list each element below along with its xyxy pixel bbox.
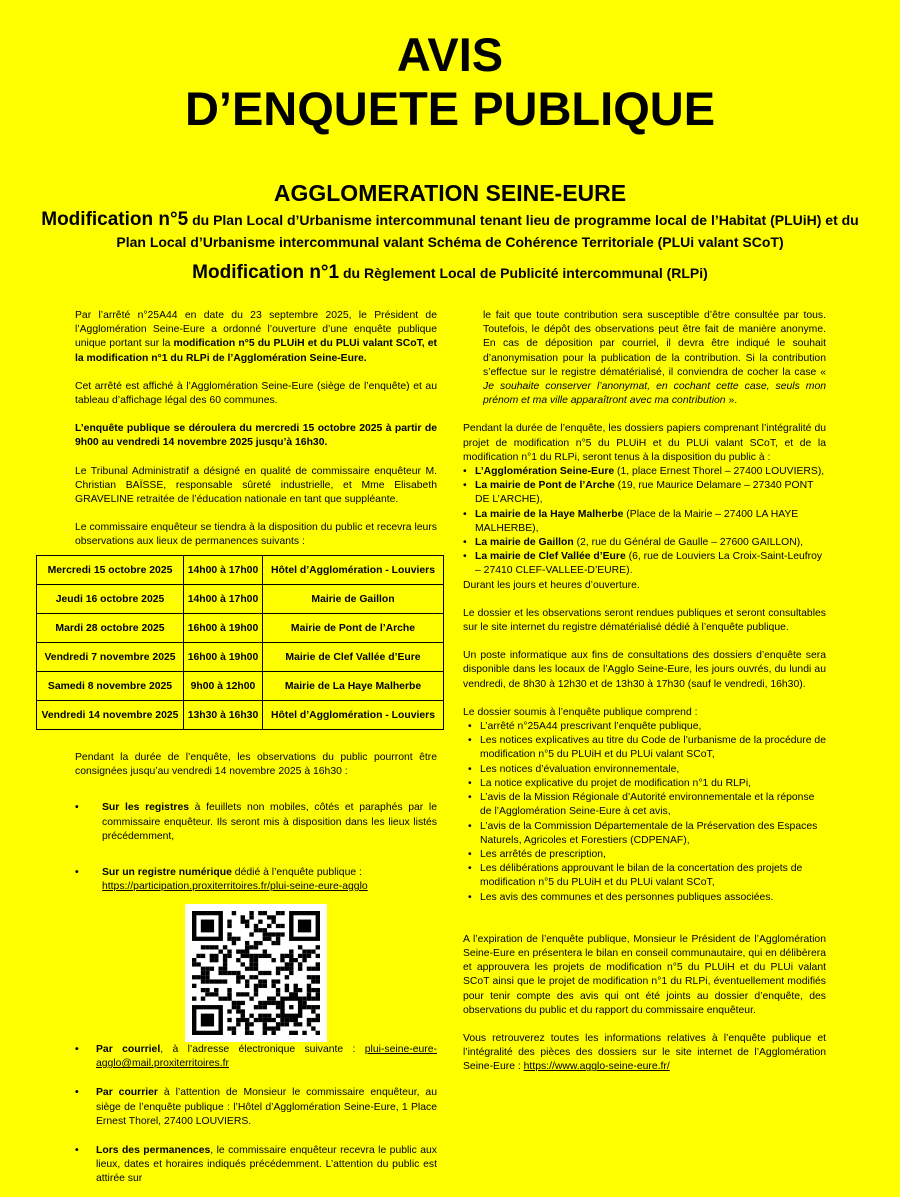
left-column-bottom (75, 751, 437, 1060)
left-p1 (75, 309, 437, 366)
right-p1-italic: Je souhaite conserver l’anonymat, en cochant cette case, seuls mon prénom et ma ville apparaîtront avec ma contribution (483, 381, 826, 407)
permanence-place: Hôtel d’Agglomération - Louviers (263, 701, 444, 730)
submission-methods-2 (75, 1043, 437, 1187)
list-item (75, 1086, 437, 1129)
bullet: • (468, 735, 472, 747)
list-item (463, 550, 826, 578)
document-item: La notice explicative du projet de modification n°1 du RLPi, (480, 777, 752, 789)
permanence-date: Samedi 8 novembre 2025 (37, 672, 184, 701)
permanence-place: Mairie de Gaillon (263, 585, 444, 614)
bullet: • (75, 867, 79, 879)
table-row (37, 585, 444, 614)
bullet: • (468, 891, 472, 903)
document-item: Les notices d’évaluation environnementale, (480, 763, 680, 775)
bullet: • (463, 551, 467, 563)
list-item (463, 536, 826, 550)
agglo-title: AGGLOMERATION SEINE-EURE (273, 180, 627, 206)
right-p6: A l’expiration de l’enquête publique, Monsieur le Président de l’Agglomération Seine-Eure en présentera le bilan en conseil communautaire, qui en délibèrera et approuvera les projets de modification n°5 du PLUiH et du PLUi valant SCoT ainsi que le projet de modification n°1 du RLPi, éventuellement modifiés pour tenir compte des avis qui ont été joints au dossier d’enquête, des observations du public et du rapport du commissaire enquêteur. (463, 933, 826, 1016)
left-p3 (75, 422, 437, 450)
left-column-top (75, 309, 437, 564)
permanence-date: Vendredi 14 novembre 2025 (37, 701, 184, 730)
documents-list (463, 720, 826, 905)
bullet: • (75, 802, 79, 814)
right-p7 (463, 1032, 826, 1075)
left-p1b: modification n°5 du PLUiH et du PLUi valant SCoT, et la modification n°1 du RLPi de l’Agglomération Seine-Eure. (75, 338, 437, 364)
table-row (37, 672, 444, 701)
registre-numerique-link[interactable]: https://participation.proxiterritoires.fr/plui-seine-eure-agglo (102, 881, 368, 893)
bullet: • (75, 1145, 79, 1157)
left-p5: Le commissaire enquêteur se tiendra à la disposition du public et recevra leurs observations aux lieux de permanences suivants : (75, 522, 437, 548)
document-item: L’arrêté n°25A44 prescrivant l’enquête publique, (480, 721, 702, 733)
list-item (463, 848, 826, 862)
right-p3: Le dossier et les observations seront rendues publiques et seront consultables sur le site internet du registre dématérialisé dédié à l’enquête publique. (463, 607, 826, 634)
b1-bold: Sur les registres (102, 802, 190, 814)
bullet: • (463, 480, 467, 492)
permanence-place: Mairie de Pont de l’Arche (263, 614, 444, 643)
left-p4: Le Tribunal Administratif a désigné en qualité de commissaire enquêteur M. Christian BAÏSSE, responsable sûreté industrielle, et Mme Elisabeth GRAVELINE retraitée de l’éducation nationale en tant que suppléante. (75, 465, 437, 506)
right-p7-text: Vous retrouverez toutes les informations relatives à l’enquête publique et l’intégralité des pièces des dossiers sur le site internet de l’Agglomération Seine-Eure : (463, 1032, 826, 1073)
permanence-hours: 14h00 à 17h00 (184, 556, 263, 585)
list-item (463, 862, 826, 890)
bullet: • (75, 1044, 79, 1055)
document-item: Les arrêtés de prescription, (480, 848, 606, 860)
permanences-table (36, 555, 444, 730)
place-address: (2, rue du Général de Gaulle – 27600 GAILLON), (573, 537, 804, 549)
list-item (463, 763, 826, 777)
right-p1c: ». (725, 395, 738, 407)
right-p4: Un poste informatique aux fins de consultations des dossiers d’enquête sera disponible dans les locaux de l’Agglo Seine-Eure, les jours ouvrés, du lundi au vendredi, de 8h30 à 12h30 et de 13h30 à 17h30 (sauf le vendredi, 16h30). (463, 650, 826, 690)
modification-5-heading (40, 209, 860, 253)
place-address: (19, rue Maurice Delamare – 27340 PONT DE L’ARCHE), (475, 480, 814, 506)
bullet: • (463, 508, 467, 520)
permanence-date: Jeudi 16 octobre 2025 (37, 585, 184, 614)
right-p1a: le fait que toute contribution sera susceptible d’être consultée par tous. Toutefois, le dépôt des observations peut être fait de manière anonyme. En cas de déposition par courriel, il devra être indiqué le souhait d’anonymisation pour la publication de la contribution. Si la contribution s’effectue sur le registre dématérialisé, il conviendra de cocher la case « (483, 310, 826, 378)
title-line-1: AVIS (396, 28, 504, 81)
qr-code-icon (185, 904, 327, 1042)
list-item (75, 1043, 437, 1071)
permanence-date: Mardi 28 octobre 2025 (37, 614, 184, 643)
agglo-website-link[interactable]: https://www.agglo-seine-eure.fr/ (523, 1061, 670, 1073)
modification-1-heading (0, 262, 900, 284)
list-item (463, 508, 826, 536)
list-item (463, 720, 826, 734)
table-row (37, 701, 444, 730)
b2-rest: dédié à l’enquête publique : (231, 867, 362, 879)
place-name: La mairie de Gaillon (475, 537, 574, 549)
mod5-rest: du Plan Local d’Urbanisme intercommunal tenant lieu de programme local de l’Habitat (PLUiH) et du Plan Local d’Urbanisme intercommunal valant Schéma de Cohérence Territoriale (PLUi valant SCoT) (116, 212, 859, 250)
b4-bold: Par courrier (96, 1087, 158, 1099)
document-item: Les notices explicatives au titre du Code de l’urbanisme de la procédure de modification n°5 du PLUiH et du PLUi valant SCoT, (480, 735, 826, 761)
list-item (463, 820, 826, 848)
right-p2: Pendant la durée de l’enquête, les dossiers papiers comprenant l’intégralité du projet de modification n°5 du PLUiH et du PLUi valant SCoT, et de la modification n°1 du RLPi, seront tenus à la disposition du public à : (463, 423, 826, 463)
bullet: • (468, 777, 472, 789)
list-item (463, 734, 826, 762)
bullet: • (468, 848, 472, 860)
bullet: • (468, 763, 472, 775)
title-line-2: D’ENQUETE PUBLIQUE (184, 82, 716, 135)
list-item (463, 479, 826, 507)
place-name: La mairie de la Haye Malherbe (475, 508, 624, 520)
left-p1a: Par l’arrêté n°25A44 en date du 23 septembre 2025, le Président de l’Agglomération Seine-Eure a ordonné l’ouverture d’une enquête publique unique portant sur la (75, 310, 437, 350)
bullet: • (468, 863, 472, 875)
mod1-rest: du Règlement Local de Publicité intercommunal (RLPi) (339, 265, 708, 281)
bullet: • (468, 820, 472, 832)
list-item (463, 791, 826, 819)
permanence-place: Mairie de La Haye Malherbe (263, 672, 444, 701)
place-address: (1, place Ernest Thorel – 27400 LOUVIERS), (614, 466, 825, 478)
mod1-big: Modification n°1 (192, 262, 340, 283)
place-name: L’Agglomération Seine-Eure (475, 466, 615, 478)
list-item (75, 1144, 437, 1187)
right-p5: Le dossier soumis à l’enquête publique comprend : (463, 706, 698, 718)
left-p3-bold: L’enquête publique se déroulera du mercredi 15 octobre 2025 à partir de 9h00 au vendredi 14 novembre 2025 jusqu’à 16h30. (75, 423, 437, 449)
places-list (463, 465, 826, 579)
bullet: • (463, 537, 467, 549)
place-address: (6, rue de Louviers La Croix-Saint-Leufroy – 27410 CLEF-VALLEE-D’EURE). (475, 551, 823, 577)
permanence-hours: 14h00 à 17h00 (184, 585, 263, 614)
page-title (0, 28, 900, 136)
right-column (463, 309, 826, 1089)
mod5-big: Modification n°5 (41, 209, 189, 230)
list-item (75, 866, 437, 894)
document-item: L’avis de la Commission Départementale de la Préservation des Espaces Naturels, Agricoles et Forestiers (CDPENAF), (480, 820, 818, 846)
permanence-hours: 9h00 à 12h00 (184, 672, 263, 701)
b5-bold: Lors des permanences (96, 1145, 211, 1157)
b3-rest: , à l’adresse électronique suivante : (160, 1044, 365, 1055)
b2-bold: Sur un registre numérique (102, 867, 232, 879)
email-link[interactable]: plui-seine-eure-agglo@mail.proxiterritoires.fr (96, 1044, 437, 1070)
list-item (75, 801, 437, 844)
bullet: • (75, 1087, 79, 1099)
permanence-hours: 13h30 à 16h30 (184, 701, 263, 730)
document-item: Les délibérations approuvant le bilan de la concertation des projets de modification n°5 du PLUiH et du PLUi valant SCoT, (480, 863, 803, 889)
submission-methods (75, 801, 437, 894)
document-item: L’avis de la Mission Régionale d’Autorité environnementale et la réponse de l’Agglomération Seine-Eure à cet avis, (480, 792, 815, 818)
right-p2-end: Durant les jours et heures d’ouverture. (463, 579, 640, 591)
bullet: • (468, 721, 472, 733)
list-item (463, 891, 826, 905)
document-item: Les avis des communes et des personnes publiques associées. (480, 891, 774, 903)
list-item (463, 777, 826, 791)
permanence-hours: 16h00 à 19h00 (184, 614, 263, 643)
place-address: (Place de la Mairie – 27400 LA HAYE MALHERBE), (475, 508, 799, 534)
bullet: • (463, 466, 467, 478)
left-p6: Pendant la durée de l’enquête, les observations du public pourront être consignées jusqu’au vendredi 14 novembre 2025 à 16h30 : (75, 752, 437, 778)
left-p2: Cet arrêté est affiché à l’Agglomération Seine-Eure (siège de l’enquête) et au tableau d’affichage légal des 60 communes. (75, 380, 437, 407)
place-name: La mairie de Pont de l’Arche (475, 480, 615, 492)
b5-rest: , le commissaire enquêteur recevra le public aux lieux, dates et horaires indiqués précédemment. L’attention du public est attirée sur (96, 1145, 437, 1185)
list-item (463, 465, 826, 479)
permanence-date: Mercredi 15 octobre 2025 (37, 556, 184, 585)
table-row (37, 614, 444, 643)
b3-bold: Par courriel (96, 1044, 161, 1055)
permanence-hours: 16h00 à 19h00 (184, 643, 263, 672)
permanence-place: Hôtel d’Agglomération - Louviers (263, 556, 444, 585)
place-name: La mairie de Clef Vallée d’Eure (475, 551, 626, 563)
b1-rest: à feuillets non mobiles, côtés et paraphés par le commissaire enquêteur. Ils seront mis à disposition dans les lieux listés précédemment, (102, 802, 438, 842)
table-row (37, 643, 444, 672)
left-column-bottom-2 (75, 1043, 437, 1187)
right-p1 (463, 309, 826, 408)
b4-rest: à l’attention de Monsieur le commissaire enquêteur, au siège de l’enquête publique : l’Hôtel d’Agglomération Seine-Eure, 1 Place Ernest Thorel, 27400 LOUVIERS. (96, 1087, 437, 1127)
table-row (37, 556, 444, 585)
permanence-place: Mairie de Clef Vallée d’Eure (263, 643, 444, 672)
permanence-date: Vendredi 7 novembre 2025 (37, 643, 184, 672)
bullet: • (468, 792, 472, 804)
